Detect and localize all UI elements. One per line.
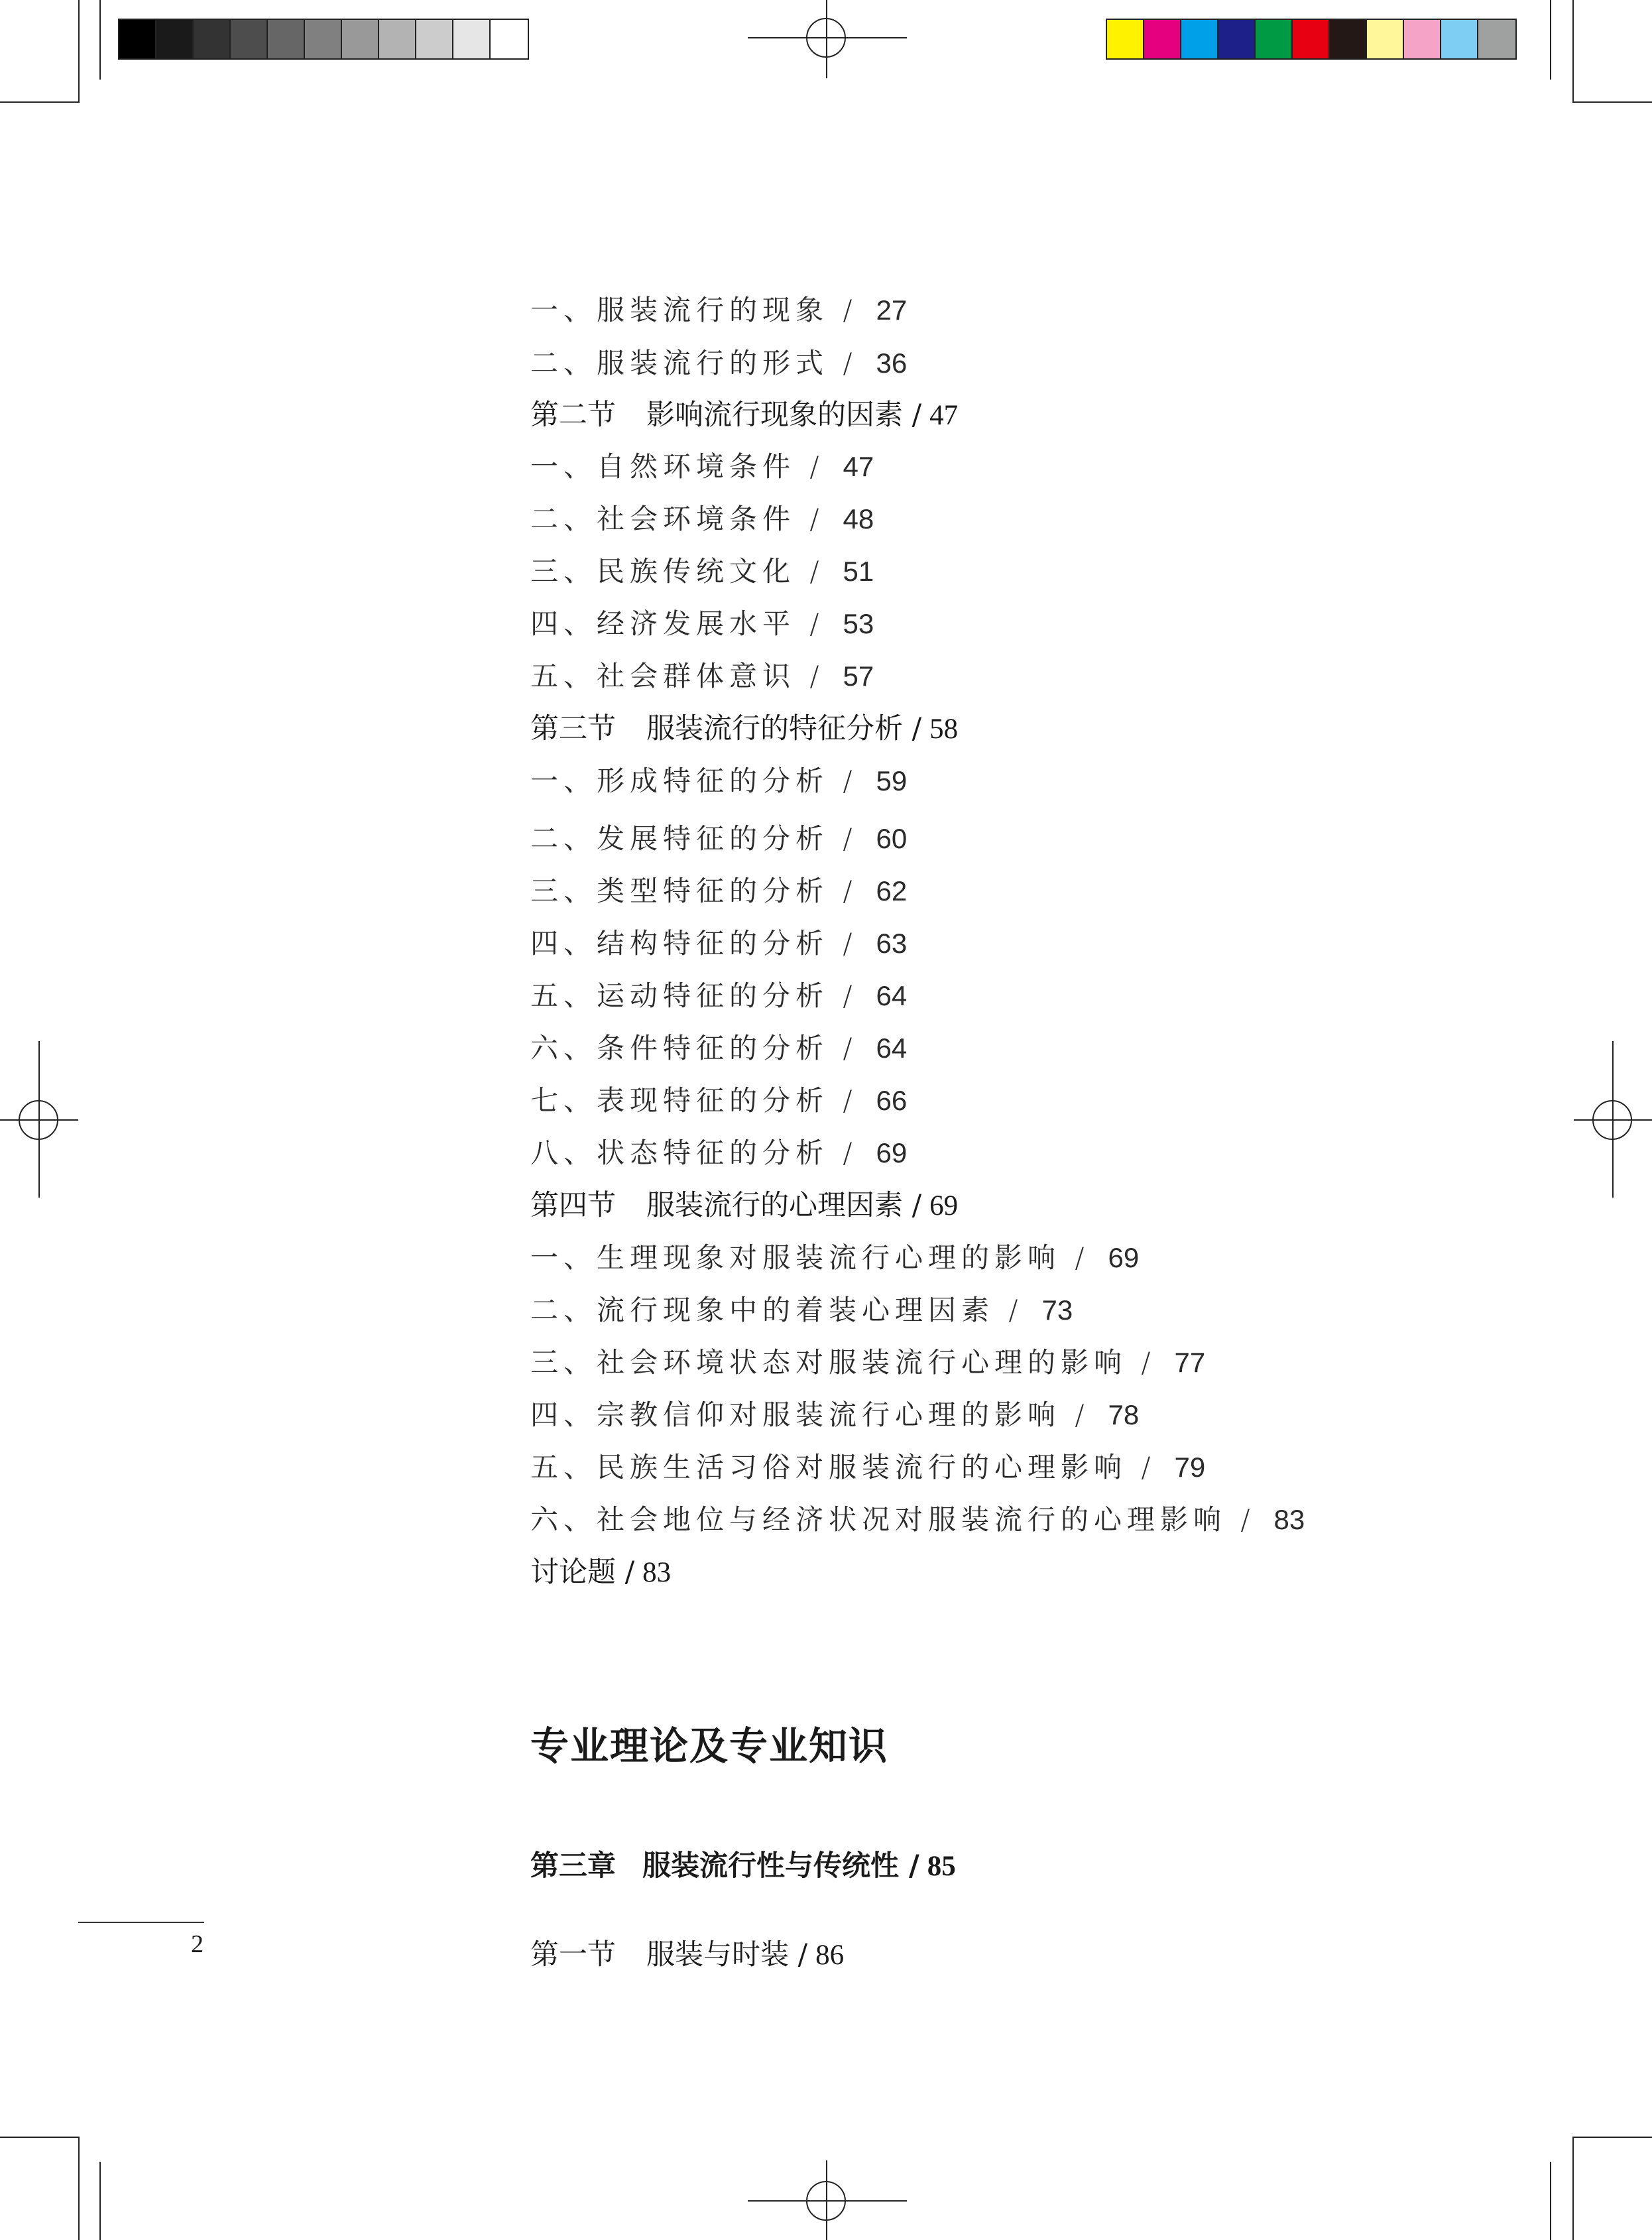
entry-page: 64	[876, 980, 908, 1011]
color-swatch	[1256, 20, 1293, 58]
part-heading: 专业理论及专业知识	[530, 1723, 889, 1769]
entry-title: 讨论题 /	[530, 1556, 635, 1589]
crop-mark	[1572, 2137, 1574, 2240]
crop-mark	[0, 2137, 80, 2138]
crop-mark	[78, 0, 80, 103]
registration-circle-icon	[806, 2181, 846, 2221]
crop-mark	[99, 0, 101, 80]
entry-title: 服装流行的心理因素 /	[646, 1189, 922, 1222]
final-section-entry	[530, 1936, 844, 1974]
color-swatch	[119, 20, 156, 58]
entry-page: 69	[929, 1190, 959, 1221]
entry-page: 64	[876, 1032, 908, 1064]
crop-mark	[0, 101, 80, 103]
color-swatch	[491, 20, 528, 58]
chapter-title: 服装流行性与传统性 /	[642, 1849, 919, 1883]
entry-title: 六、条件特征的分析 /	[530, 1032, 858, 1064]
toc-entry	[530, 1449, 1205, 1486]
toc-entry	[530, 501, 874, 538]
section-label: 第三节	[530, 712, 616, 745]
toc-entry	[530, 1135, 907, 1172]
color-swatch	[416, 20, 453, 58]
entry-title: 一、服装流行的现象 /	[530, 294, 858, 326]
toc-entry	[530, 1082, 907, 1119]
color-swatch	[1367, 20, 1404, 58]
entry-page: 78	[1108, 1399, 1140, 1430]
entry-title: 五、社会群体意识 /	[530, 660, 825, 692]
registration-circle-icon	[19, 1100, 58, 1140]
chapter-label: 第三章	[530, 1849, 616, 1883]
section-page: 86	[815, 1940, 845, 1971]
color-swatch	[231, 20, 268, 58]
color-swatch	[1107, 20, 1144, 58]
chapter-page: 85	[927, 1851, 956, 1882]
entry-page: 47	[843, 451, 874, 482]
color-swatch	[156, 20, 194, 58]
toc-entry	[530, 873, 907, 910]
entry-title: 八、状态特征的分析 /	[530, 1137, 858, 1169]
entry-page: 63	[876, 928, 908, 959]
toc-entry	[530, 1239, 1139, 1276]
entry-page: 69	[1108, 1242, 1140, 1273]
toc-section-entry	[530, 1187, 958, 1225]
toc-section-entry	[530, 710, 958, 748]
toc-entry	[530, 1501, 1305, 1538]
entry-page: 83	[1273, 1504, 1305, 1535]
color-swatch	[1144, 20, 1181, 58]
entry-title: 二、服装流行的形式 /	[530, 347, 858, 379]
toc-entry	[530, 1554, 671, 1591]
entry-page: 27	[876, 294, 908, 326]
entry-title: 二、社会环境条件 /	[530, 503, 825, 535]
entry-page: 60	[876, 823, 908, 854]
entry-title: 三、社会环境状态对服装流行心理的影响 /	[530, 1346, 1156, 1379]
color-swatch	[1218, 20, 1256, 58]
page-number: 2	[191, 1930, 204, 1958]
color-swatch	[1441, 20, 1478, 58]
toc-entry	[530, 448, 874, 485]
folio-rule	[78, 1922, 204, 1923]
crop-mark	[99, 2162, 101, 2240]
registration-circle-icon	[806, 18, 846, 58]
entry-page: 47	[929, 400, 959, 431]
entry-page: 48	[843, 503, 874, 534]
toc-entry	[530, 1292, 1073, 1329]
crop-mark	[1572, 2137, 1652, 2138]
toc-entry	[530, 1030, 907, 1067]
entry-title: 七、表现特征的分析 /	[530, 1084, 858, 1117]
entry-page: 58	[929, 714, 959, 745]
toc-entry	[530, 977, 907, 1015]
toc-entry	[530, 820, 907, 857]
toc-section-entry	[530, 397, 958, 434]
entry-page: 62	[876, 875, 908, 906]
section-label: 第一节	[530, 1938, 616, 1971]
color-swatch	[1330, 20, 1367, 58]
crop-mark	[1550, 2162, 1551, 2240]
entry-title: 四、经济发展水平 /	[530, 607, 825, 640]
entry-page: 66	[876, 1085, 908, 1116]
color-swatch	[1181, 20, 1218, 58]
toc-entry	[530, 925, 907, 962]
toc-entry	[530, 292, 907, 329]
entry-title: 服装流行的特征分析 /	[646, 712, 922, 745]
color-swatch	[268, 20, 305, 58]
color-swatch	[194, 20, 231, 58]
toc-entry	[530, 345, 907, 382]
entry-title: 二、发展特征的分析 /	[530, 822, 858, 855]
entry-title: 六、社会地位与经济状况对服装流行的心理影响 /	[530, 1503, 1256, 1536]
entry-page: 51	[843, 556, 874, 587]
color-swatch	[305, 20, 342, 58]
registration-circle-icon	[1592, 1100, 1632, 1140]
toc-entry	[530, 1397, 1139, 1434]
color-swatch	[1293, 20, 1330, 58]
grayscale-calibration-bar	[118, 19, 529, 60]
toc-entry	[530, 763, 907, 800]
entry-title: 二、流行现象中的着装心理因素 /	[530, 1294, 1024, 1326]
entry-title: 一、形成特征的分析 /	[530, 765, 858, 797]
entry-title: 一、自然环境条件 /	[530, 450, 825, 483]
color-swatch	[1404, 20, 1441, 58]
entry-title: 一、生理现象对服装流行心理的影响 /	[530, 1241, 1090, 1274]
entry-page: 77	[1174, 1347, 1206, 1378]
entry-title: 影响流行现象的因素 /	[646, 399, 922, 432]
entry-page: 59	[876, 765, 908, 796]
color-swatch	[342, 20, 379, 58]
entry-page: 57	[843, 660, 874, 692]
entry-title: 三、类型特征的分析 /	[530, 875, 858, 907]
crop-mark	[1550, 0, 1551, 80]
entry-title: 五、运动特征的分析 /	[530, 979, 858, 1012]
crop-mark	[1572, 101, 1652, 103]
entry-page: 73	[1041, 1294, 1073, 1326]
color-calibration-bar	[1106, 19, 1517, 60]
entry-page: 69	[876, 1137, 908, 1168]
toc-entry	[530, 658, 874, 695]
toc-entry	[530, 553, 874, 590]
section-label: 第二节	[530, 399, 616, 432]
entry-title: 三、民族传统文化 /	[530, 555, 825, 588]
entry-page: 36	[876, 347, 908, 379]
crop-mark	[78, 2137, 80, 2240]
entry-page: 53	[843, 608, 874, 639]
color-swatch	[1478, 20, 1515, 58]
section-title: 服装与时装 /	[646, 1938, 808, 1971]
color-swatch	[453, 20, 491, 58]
crop-mark	[1572, 0, 1574, 103]
entry-title: 五、民族生活习俗对服装流行的心理影响 /	[530, 1451, 1156, 1483]
chapter-entry	[530, 1843, 956, 1884]
entry-title: 四、结构特征的分析 /	[530, 927, 858, 960]
entry-title: 四、宗教信仰对服装流行心理的影响 /	[530, 1399, 1090, 1431]
toc-entry	[530, 1344, 1205, 1381]
entry-page: 79	[1174, 1452, 1206, 1483]
entry-page: 83	[642, 1557, 672, 1588]
toc-entry	[530, 605, 874, 643]
color-swatch	[379, 20, 416, 58]
section-label: 第四节	[530, 1189, 616, 1222]
